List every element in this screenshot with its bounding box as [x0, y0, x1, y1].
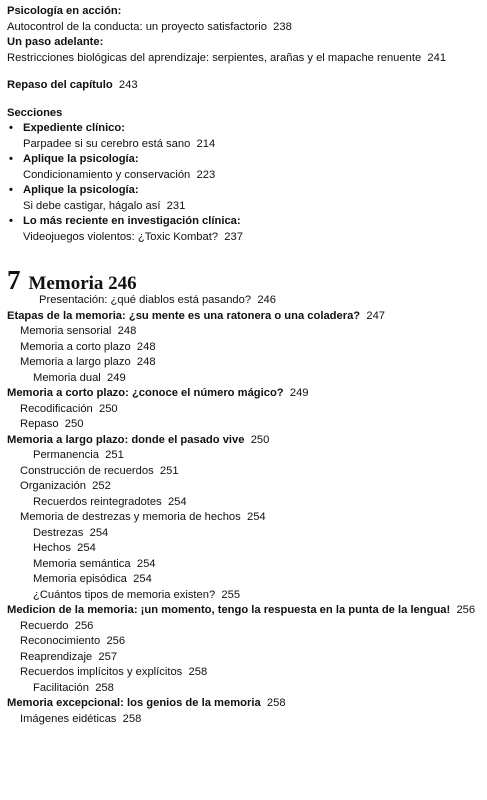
entry-page: 248 [117, 325, 137, 337]
entry-page: 248 [136, 340, 156, 353]
toc-entry [7, 650, 483, 666]
toc-entry [7, 402, 483, 418]
entry-text: Memoria de destrezas y memoria de hechos [20, 511, 241, 523]
toc-entry [7, 588, 483, 604]
entry-text: Permanencia [33, 449, 99, 461]
entry-text: Repaso [20, 418, 59, 430]
toc-entry [7, 355, 483, 371]
toc-entry [7, 324, 483, 340]
entry-text: Hechos [33, 542, 71, 554]
entry-page: 254 [167, 495, 187, 508]
entry-text: Memoria a largo plazo: donde el pasado vive [7, 433, 245, 446]
entry-page: 255 [221, 588, 241, 601]
seccion-title: • Expediente clínico: [7, 121, 483, 137]
entry-text: Autocontrol de la conducta: un proyecto satisfactorio [7, 20, 267, 33]
seccion-title: • Lo más reciente en investigación clínica: [7, 214, 483, 230]
section-heading [7, 309, 483, 325]
entry-page: 258 [122, 712, 142, 725]
toc-entry [7, 448, 483, 464]
entry-page: 258 [188, 666, 208, 678]
repaso-label: Repaso del capítulo [7, 79, 113, 91]
section-heading [7, 696, 483, 712]
toc-entry [7, 526, 483, 542]
toc-entry [7, 479, 483, 495]
entry-page: 258 [266, 697, 286, 709]
entry-page: 256 [106, 635, 126, 647]
entry-page: 254 [136, 557, 156, 570]
entry-text: Memoria a corto plazo [20, 340, 131, 353]
entry-page: 243 [118, 79, 138, 91]
toc-entry [7, 464, 483, 480]
entry-page: 257 [98, 650, 118, 663]
entry-text: Presentación: ¿qué diablos está pasando? [39, 294, 252, 306]
entry-page: 254 [77, 542, 96, 554]
bullet-icon: • [9, 215, 13, 227]
entry-page: 214 [196, 137, 216, 150]
entry-text: Memoria sensorial [20, 325, 112, 337]
secciones-heading: Secciones [7, 106, 63, 119]
seccion-title: • Aplique la psicología: [7, 183, 483, 199]
chapter-page: 246 [108, 273, 137, 294]
toc-entry [7, 619, 483, 635]
entry-text: Recuerdo [20, 619, 69, 632]
toc-entry [7, 20, 483, 36]
toc-entry [7, 572, 483, 588]
entry-page: 256 [456, 604, 476, 616]
entry-page: 251 [105, 449, 124, 461]
entry-page: 254 [246, 511, 266, 523]
entry-page: 238 [273, 20, 292, 33]
entry-page: 237 [224, 230, 243, 243]
entry-text: Etapas de la memoria: ¿su mente es una ratonera o una coladera? [7, 309, 361, 322]
entry-page: 254 [133, 573, 152, 585]
entry-page: 258 [95, 681, 114, 694]
entry-text: ¿Cuántos tipos de memoria existen? [33, 588, 216, 601]
entry-text: Recuerdos reintegradotes [33, 495, 162, 508]
entry-text: Reconocimiento [20, 635, 101, 647]
entry-text: Recodificación [20, 402, 93, 415]
secciones-list [7, 121, 483, 245]
toc-entry [7, 51, 483, 67]
entry-page: 247 [366, 309, 386, 322]
toc-entry [7, 495, 483, 511]
entry-page: 248 [136, 356, 156, 368]
entry-text: Restricciones biológicas del aprendizaje: serpientes, arañas y el mapache renuente [7, 51, 422, 64]
entry-page: 250 [250, 433, 270, 446]
entry-text: Memoria a largo plazo [20, 356, 131, 368]
toc-entry [7, 293, 483, 309]
toc-entry [7, 665, 483, 681]
toc-entry [7, 371, 483, 387]
entry-text: Facilitación [33, 681, 89, 694]
entry-page: 252 [92, 480, 111, 492]
chapter-number: 7 [7, 265, 21, 295]
entry-page: 254 [89, 526, 109, 539]
toc-entry [7, 681, 483, 697]
seccion-title: • Aplique la psicología: [7, 152, 483, 168]
entry-page: 249 [107, 371, 126, 384]
toc-entry [7, 340, 483, 356]
entry-text: Memoria dual [33, 371, 101, 384]
seccion-entry: Condicionamiento y conservación 223 [23, 168, 216, 181]
chapter-heading [7, 267, 483, 293]
bullet-icon: • [9, 153, 13, 165]
bullet-icon: • [9, 122, 13, 134]
entry-page: 231 [166, 199, 186, 212]
toc-page [7, 4, 483, 727]
entry-text: Memoria a corto plazo: ¿conoce el número mágico? [7, 387, 284, 399]
entry-text: Medicion de la memoria: ¡un momento, tengo la respuesta en la punta de la lengua! [7, 604, 451, 616]
section-heading [7, 386, 483, 402]
section-heading [7, 603, 483, 619]
toc-entry [7, 557, 483, 573]
toc-entry [7, 712, 483, 728]
entry-page: 250 [98, 402, 118, 415]
entry-text: Reaprendizaje [20, 650, 93, 663]
seccion-entry: Videojuegos violentos: ¿Toxic Kombat? 237 [23, 230, 243, 243]
seccion-entry: Parpadee si su cerebro está sano 214 [23, 137, 216, 150]
entry-page: 251 [159, 464, 179, 477]
entry-page: 241 [427, 51, 447, 64]
entry-text: Construcción de recuerdos [20, 464, 154, 477]
entry-text: Imágenes eidéticas [20, 712, 117, 725]
psicologia-heading: Psicología en acción: [7, 5, 122, 17]
entry-page: 250 [64, 418, 84, 430]
entry-text: Memoria excepcional: los genios de la memoria [7, 697, 261, 709]
toc-entry [7, 510, 483, 526]
entry-text: Recuerdos implícitos y explícitos [20, 666, 183, 678]
seccion-entry: Si debe castigar, hágalo así 231 [23, 199, 186, 212]
section-heading [7, 433, 483, 449]
entry-page: 249 [289, 387, 309, 399]
chapter-title: Memoria 246 [28, 273, 137, 294]
entry-page: 223 [196, 168, 216, 181]
chapter-entries [7, 293, 483, 727]
entry-text: Destrezas [33, 526, 84, 539]
bullet-icon: • [9, 184, 13, 196]
entry-page: 246 [257, 294, 276, 306]
entry-text: Organización [20, 480, 86, 492]
toc-entry [7, 417, 483, 433]
toc-entry [7, 541, 483, 557]
repaso-entry [7, 78, 483, 94]
toc-entry [7, 634, 483, 650]
entry-text: Memoria semántica [33, 557, 131, 570]
entry-page: 256 [74, 619, 94, 632]
paso-heading: Un paso adelante: [7, 36, 104, 48]
entry-text: Memoria episódica [33, 573, 127, 585]
